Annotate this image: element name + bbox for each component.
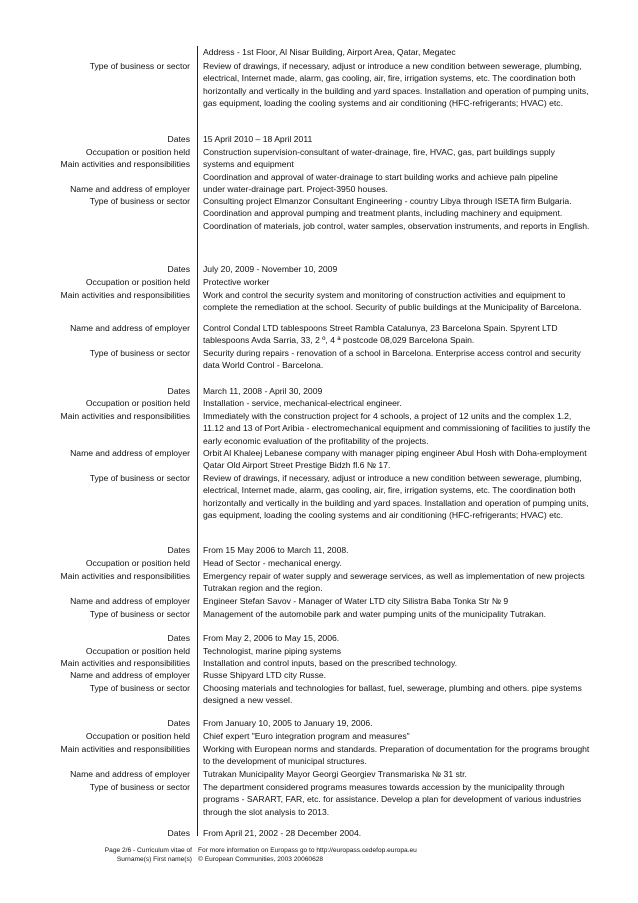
field-value: Engineer Stefan Savov - Manager of Water LTD city Silistra Baba Tonka Str № 9	[203, 596, 509, 606]
field-label: Occupation or position held	[85, 731, 190, 741]
field-label: Type of business or sector	[89, 196, 190, 206]
field-value: From 15 May 2006 to March 11, 2008.	[203, 545, 349, 555]
footer-left	[0, 846, 192, 864]
field-label: Dates	[167, 134, 190, 144]
field-value: under water-drainage part. Project-3950 houses.	[203, 184, 388, 194]
footer-name: Surname(s) First name(s)	[116, 856, 192, 863]
field-value: Technologist, marine piping systems	[203, 646, 342, 656]
field-value: Emergency repair of water supply and sewerage services, as well as implementation of new projects Tutrakan region and the region.	[203, 571, 585, 594]
field-label: Dates	[167, 633, 190, 643]
field-label: Type of business or sector	[89, 61, 190, 71]
field-value: From January 10, 2005 to January 19, 2006.	[203, 718, 373, 728]
field-value: Protective worker	[203, 277, 270, 287]
field-value: Head of Sector - mechanical energy.	[203, 558, 342, 568]
field-value: tablespoons Avda Sarria, 33, 2 º, 4 ª postcode 08,029 Barcelona Spain.	[203, 335, 475, 345]
field-label: Main activities and responsibilities	[60, 658, 190, 668]
field-label: Occupation or position held	[85, 558, 190, 568]
field-label: Dates	[167, 386, 190, 396]
field-value: Working with European norms and standards. Preparation of documentation for the programs brought to the development of municipal structures.	[203, 744, 590, 767]
field-label: Occupation or position held	[85, 147, 190, 157]
field-label: Name and address of employer	[70, 323, 190, 333]
field-value: Address - 1st Floor, Al Nisar Building, Airport Area, Qatar, Megatec	[203, 47, 456, 57]
field-label: Type of business or sector	[89, 609, 190, 619]
field-value: Review of drawings, if necessary, adjust or introduce a new condition between sewerage, plumbing, electrical, Internet made, alarm, gas cooling, air, fire, irrigation systems, etc. The coordination both horizontally and vertically in the building and yard spaces. Installation and operation of pumping units, gas equipment, loading the cooling systems and air conditioning (HFC-refrigerants; HVAC) etc.	[203, 473, 589, 521]
field-value: March 11, 2008 - April 30, 2009	[203, 386, 323, 396]
field-value: Construction supervision-consultant of water-drainage, fire, HVAC, gas, part buildings supply	[203, 147, 555, 157]
footer-right	[198, 846, 598, 864]
field-value: Control Condal LTD tablespoons Street Rambla Catalunya, 23 Barcelona Spain. Spyrent LTD	[203, 323, 558, 333]
field-label: Main activities and responsibilities	[60, 159, 190, 169]
field-label: Dates	[167, 264, 190, 274]
field-label: Type of business or sector	[89, 348, 190, 358]
footer-copyright: © European Communities, 2003 20060628	[198, 856, 324, 863]
field-value: Consulting project Elmanzor Consultant Engineering - country Libya through ISETA firm Bulgaria. Coordination and approval pumping and treatment plants, including machinery and equipment. Coordination of materials, job control, water samples, observation instruments, and reports in English.	[203, 196, 590, 231]
field-value: 15 April 2010 – 18 April 2011	[203, 134, 313, 144]
field-label: Name and address of employer	[70, 596, 190, 606]
field-label: Name and address of employer	[70, 769, 190, 779]
field-value: Security during repairs - renovation of a school in Barcelona. Enterprise access control and security data World Control - Barcelona.	[203, 348, 581, 371]
field-value: Review of drawings, if necessary, adjust or introduce a new condition between sewerage, plumbing, electrical, Internet made, alarm, gas cooling, air, fire, irrigation systems, etc. The coordination both horizontally and vertically in the building and yard spaces. Installation and operation of pumping units, gas equipment, loading the cooling systems and air conditioning (HFC-refrigerants; HVAC) etc.	[203, 61, 589, 109]
field-label: Type of business or sector	[89, 473, 190, 483]
field-label: Main activities and responsibilities	[60, 571, 190, 581]
field-label: Main activities and responsibilities	[60, 290, 190, 300]
field-label: Type of business or sector	[89, 782, 190, 792]
field-value: Installation - service, mechanical-electrical engineer.	[203, 398, 402, 408]
field-value: Coordination and approval of water-drainage to start building works and achieve paln pipeline	[203, 172, 558, 182]
field-value: Management of the automobile park and water pumping units of the municipality Tutrakan.	[203, 609, 546, 619]
field-label: Occupation or position held	[85, 277, 190, 287]
field-label: Name and address of employer	[70, 670, 190, 680]
field-value: Work and control the security system and monitoring of construction activities and equipment to complete the remediation at the school. Security of public buildings at the Municipality of Barcelona.	[203, 290, 582, 313]
field-value: Installation and control inputs, based on the prescribed technology.	[203, 658, 457, 668]
field-label: Occupation or position held	[85, 398, 190, 408]
field-value: Choosing materials and technologies for ballast, fuel, sewerage, plumbing and others. pipe systems designed a new vessel.	[203, 683, 582, 706]
field-label: Main activities and responsibilities	[60, 744, 190, 754]
field-label: Dates	[167, 828, 190, 838]
field-value: July 20, 2009 - November 10, 2009	[203, 264, 338, 274]
field-value: From May 2, 2006 to May 15, 2006.	[203, 633, 340, 643]
field-label: Name and address of employer	[70, 184, 190, 194]
field-label: Dates	[167, 718, 190, 728]
field-label: Type of business or sector	[89, 683, 190, 693]
field-label: Dates	[167, 545, 190, 555]
column-divider	[197, 46, 198, 836]
footer-europass-link: For more information on Europass go to http://europass.cedefop.europa.eu	[198, 847, 417, 854]
field-value: Orbit Al Khaleej Lebanese company with manager piping engineer Abul Hosh with Doha-employment Qatar Old Airport Street Prestige Bidzh fl.6 № 17.	[203, 448, 587, 471]
field-value: Chief expert "Euro integration program and measures"	[203, 731, 410, 741]
field-value: Immediately with the construction project for 4 schools, a project of 12 units and the complex 1.2, 11.12 and 13 of Port Aribia - electromechanical equipment and commissioning of facilities to justify the early economic evaluation of the profitability of the projects.	[203, 411, 591, 446]
field-value: The department considered programs measures towards accession by the municipality through programs - SARART, FAR, etc. for assistance. Develop a plan for development of various industries through the slot analysis to 2013.	[203, 782, 582, 817]
field-label: Occupation or position held	[85, 646, 190, 656]
field-label: Main activities and responsibilities	[60, 411, 190, 421]
field-value: From April 21, 2002 - 28 December 2004.	[203, 828, 362, 838]
field-value: systems and equipment	[203, 159, 294, 169]
footer-page-info: Page 2/6 - Curriculum vitae of	[104, 847, 192, 854]
field-value: Russe Shipyard LTD city Russe.	[203, 670, 327, 680]
field-value: Tutrakan Municipality Mayor Georgi Georgiev Transmariska № 31 str.	[203, 769, 467, 779]
field-label: Name and address of employer	[70, 448, 190, 458]
